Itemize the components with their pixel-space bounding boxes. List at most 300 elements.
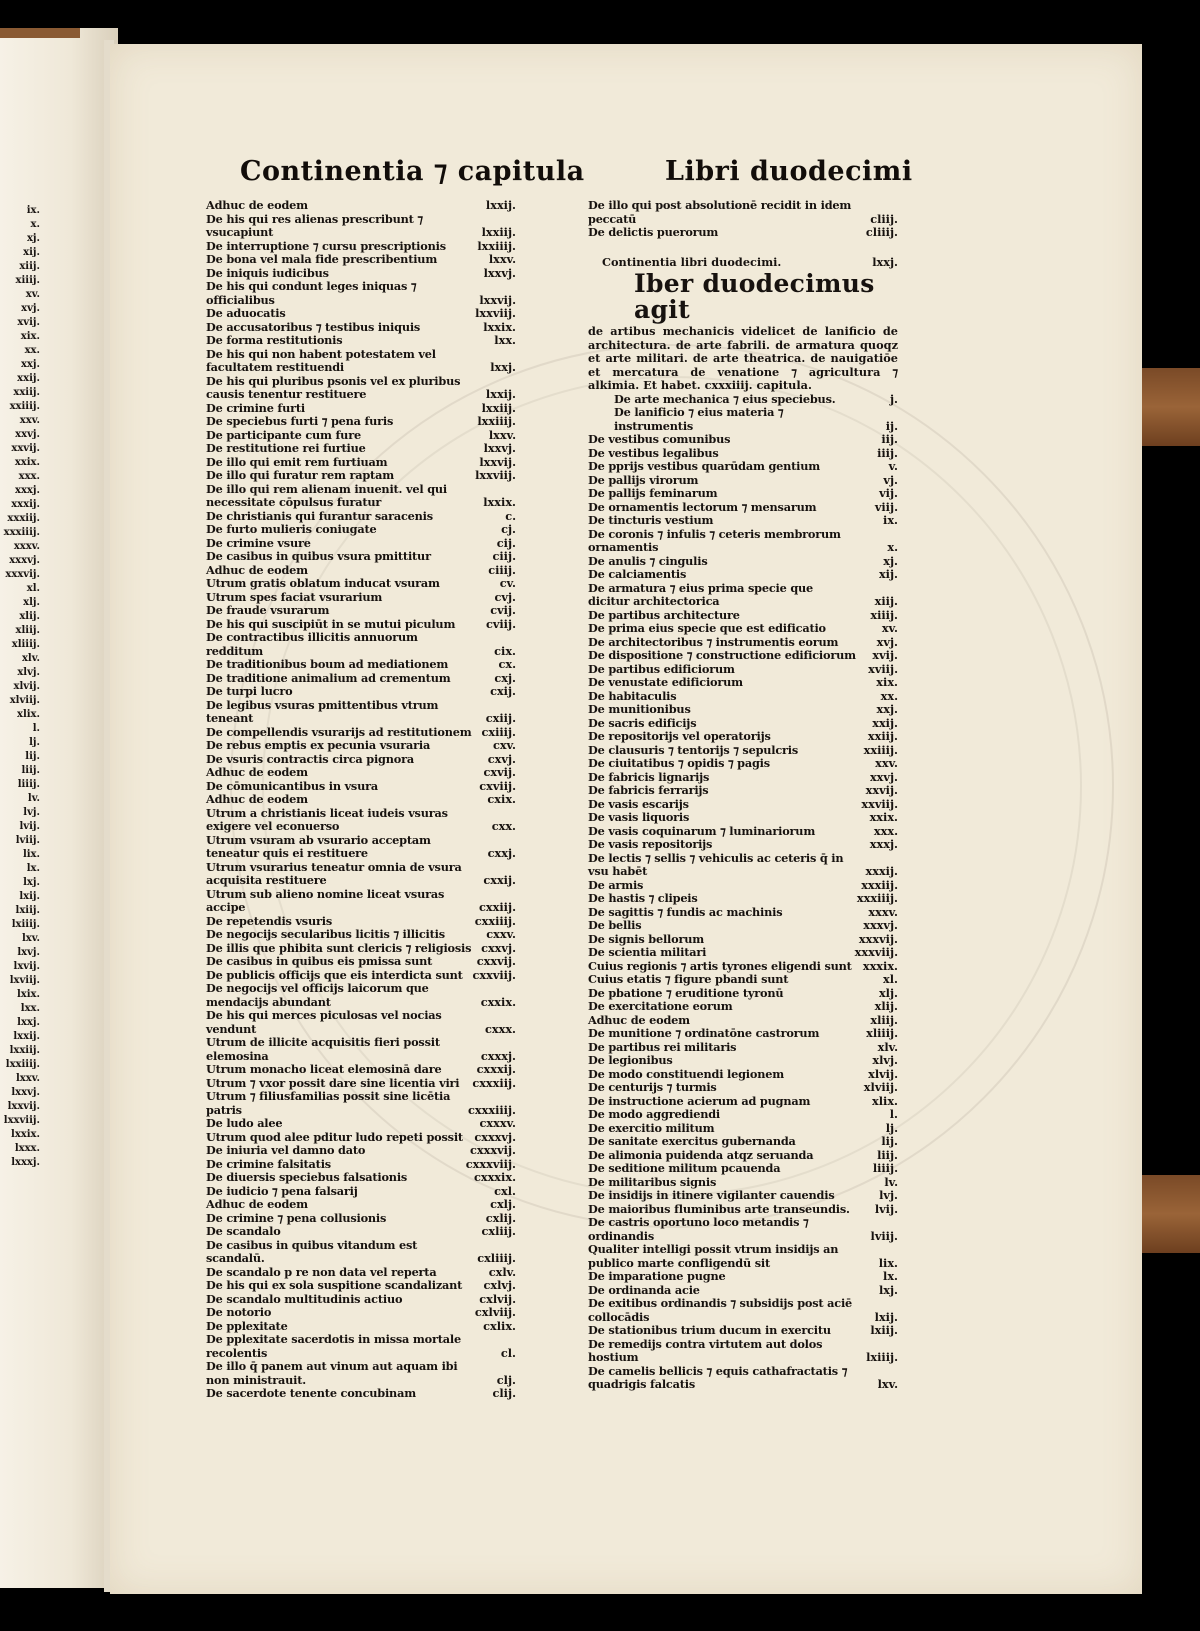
entry-title: De pplexitate [206, 1318, 288, 1333]
entry-title: De scandalo [206, 1224, 281, 1238]
index-entry [588, 393, 898, 407]
index-entry [206, 685, 516, 699]
index-entry [588, 1149, 898, 1163]
entry-number: clij. [492, 1386, 516, 1400]
index-entry [588, 1284, 898, 1298]
chapter-list [588, 393, 898, 1392]
entry-number: lxij. [874, 1309, 898, 1324]
entry-title: De dispositione ⁊ constructione edificiorum [588, 648, 856, 662]
entry-number: cl. [500, 1345, 516, 1360]
entry-title: De ciuitatibus ⁊ opidis ⁊ pagis [588, 756, 770, 770]
entry-title: De ordinanda acie [588, 1282, 700, 1297]
entry-title: De speciebus furti ⁊ pena furis [206, 414, 394, 428]
entry-number: cxl. [494, 1183, 516, 1198]
book-heading: Iber duodecimus agit [634, 269, 875, 324]
entry-title: De scandalo multitudinis actiuo [206, 1291, 403, 1306]
index-entry [206, 1036, 516, 1063]
entry-title: De fabricis ferrarijs [588, 783, 709, 797]
index-entry [588, 636, 898, 650]
entry-number: xxiij. [867, 729, 898, 743]
entry-title: Utrum ⁊ filiusfamilias possit sine licētia patris [206, 1089, 451, 1117]
index-entry [588, 568, 898, 582]
entry-title: Qualiter intelligi possit vtrum insidijs an publico marte confligendū sit [588, 1242, 839, 1270]
facing-numeral: lxxvj. [11, 1087, 40, 1098]
index-entry [206, 402, 516, 416]
entry-title: Utrum vsuram ab vsurario acceptam teneatur quis ei restituere [206, 832, 431, 860]
entry-number: lxxij. [485, 387, 516, 401]
index-entry [206, 1117, 516, 1131]
entry-title: De fabricis lignarijs [588, 769, 710, 784]
index-entry [206, 726, 516, 740]
entry-number: lij. [881, 1134, 898, 1148]
entry-number: xj. [883, 553, 898, 568]
entry-title: De crimine falsitatis [206, 1156, 331, 1171]
entry-title: De alimonia puidenda atqz seruanda [588, 1147, 814, 1162]
facing-numeral: lxiiij. [11, 919, 40, 930]
index-entry [588, 1162, 898, 1176]
entry-number: cliij. [870, 211, 898, 226]
entry-title: De his qui pluribus psonis vel ex pluribus causis tenentur restituere [206, 373, 461, 401]
entry-title: De vestibus comunibus [588, 432, 731, 446]
index-entry [206, 753, 516, 767]
entry-number: cxix. [487, 792, 516, 806]
entry-number: ij. [885, 418, 898, 433]
index-entry [206, 550, 516, 564]
entry-title: De sagittis ⁊ fundis ac machinis [588, 904, 783, 919]
index-entry [206, 1225, 516, 1239]
entry-title: De sacris edificijs [588, 715, 697, 730]
entry-title: De contractibus illicitis annuorum redditum [206, 630, 418, 658]
entry-number: lxxvij. [479, 292, 516, 307]
index-entry [588, 622, 898, 636]
index-entry [206, 672, 516, 686]
facing-numeral: xxxvij. [5, 569, 40, 580]
facing-numeral: lxij. [19, 891, 40, 902]
entry-title: De legibus vsuras pmittentibus vtrum teneant [206, 697, 439, 725]
entry-number: cxxxvij. [470, 1143, 516, 1157]
index-entry [206, 1212, 516, 1226]
facing-numeral: xxxiij. [7, 513, 40, 524]
entry-title: De vasis liquoris [588, 810, 690, 824]
facing-numeral: lxvij. [13, 961, 40, 972]
entry-title: De compellendis vsurarijs ad restitutionem [206, 724, 472, 739]
entry-number: cxxxij. [476, 1062, 516, 1076]
index-entry [588, 226, 898, 240]
entry-number: cviij. [485, 616, 516, 631]
facing-numeral: lxxiiij. [5, 1059, 40, 1070]
facing-numeral: xxxvj. [9, 555, 40, 566]
index-entry [206, 888, 516, 915]
entry-number: cxlj. [490, 1197, 516, 1211]
index-entry [206, 267, 516, 281]
index-entry [588, 703, 898, 717]
index-entry [206, 199, 516, 213]
entry-number: liiij. [872, 1161, 898, 1175]
index-entry [588, 987, 898, 1001]
entry-number: xxx. [873, 823, 898, 838]
facing-numeral: xlvj. [17, 667, 40, 678]
index-entry [206, 429, 516, 443]
entry-number: xxxij. [865, 864, 898, 878]
entry-title: De exercitio militum [588, 1120, 715, 1135]
entry-title: De crimine vsure [206, 535, 311, 550]
index-entry [588, 1176, 898, 1190]
entry-title: Utrum a christianis liceat iudeis vsuras exigere vel econuerso [206, 805, 448, 833]
entry-number: lxj. [878, 1282, 898, 1297]
entry-title: De signis bellorum [588, 931, 704, 946]
entry-number: xxv. [875, 756, 898, 770]
entry-title: De cōmunicantibus in vsura [206, 778, 378, 793]
entry-title: De instructione acierum ad pugnam [588, 1093, 811, 1108]
entry-number: cxlviij. [474, 1305, 516, 1319]
entry-title: De munitionibus [588, 702, 691, 716]
facing-numeral: lxxij. [13, 1031, 40, 1042]
index-entry [206, 1185, 516, 1199]
index-entry [588, 919, 898, 933]
index-entry [206, 1239, 516, 1266]
index-entry [206, 1009, 516, 1036]
entry-title: De partibus edificiorum [588, 661, 735, 676]
facing-numeral: xvij. [17, 317, 40, 328]
facing-numeral: xxiij. [13, 387, 40, 398]
index-entry [588, 906, 898, 920]
index-entry [588, 717, 898, 731]
entry-title: Utrum ⁊ vxor possit dare sine licentia viri [206, 1075, 460, 1090]
entry-number: lxxvj. [483, 265, 516, 280]
facing-numeral: lxvj. [17, 947, 40, 958]
entry-number: lxv. [877, 1377, 898, 1391]
entry-title: De imparatione pugne [588, 1269, 726, 1283]
index-entry [206, 658, 516, 672]
index-entry [206, 375, 516, 402]
entry-number: cxxxviij. [465, 1156, 516, 1171]
entry-number: viij. [874, 499, 898, 514]
facing-numeral: liiij. [17, 779, 40, 790]
entry-number: lxiiij. [866, 1350, 898, 1364]
entry-title: De arte mechanica ⁊ eius speciebus. [614, 391, 836, 406]
facing-numeral: xxij. [17, 373, 40, 384]
facing-numeral: lxiij. [15, 905, 40, 916]
index-entry [588, 514, 898, 528]
facing-numeral: xlviij. [9, 695, 40, 706]
entry-number: lxxj. [490, 360, 516, 374]
entry-title: Adhuc de eodem [206, 198, 308, 212]
entry-number: cxxij. [483, 873, 516, 887]
facing-numeral: x. [30, 219, 40, 230]
index-entry [206, 1333, 516, 1360]
facing-numeral: lvij. [19, 821, 40, 832]
entry-number: ix. [883, 513, 898, 527]
entry-title: De habitaculis [588, 688, 677, 703]
entry-title: De accusatoribus ⁊ testibus iniquis [206, 319, 421, 334]
entry-title: De armis [588, 877, 644, 892]
entry-title: De bellis [588, 918, 642, 932]
facing-numeral: lj. [29, 737, 40, 748]
entry-number: x. [887, 540, 898, 554]
index-entry [206, 307, 516, 321]
entry-title: De casibus in quibus vsura pmittitur [206, 549, 431, 563]
index-entry [206, 942, 516, 956]
entry-title: De turpi lucro [206, 684, 293, 698]
entry-number: cxxxix. [473, 1170, 516, 1184]
book-intro-text: de artibus mechanicis videlicet de lanificio de architectura. de arte fabrili. de armatura quoqz et arte militari. de arte theatrica. de nauigatiōe et mercatura de venatione ⁊ agricultura ⁊ alkimia. Et habet. cxxxiiij. capitula. [588, 324, 898, 392]
index-entry [588, 555, 898, 569]
entry-number: xxxv. [868, 904, 898, 919]
facing-numeral: xxxiiij. [3, 527, 40, 538]
entry-number: lxxv. [488, 252, 516, 266]
entry-title: De scandalo p re non data vel reperta [206, 1264, 437, 1279]
entry-title: De insidijs in itinere vigilanter cauendis [588, 1188, 835, 1202]
continentia-line [588, 256, 898, 270]
entry-title: De crimine ⁊ pena collusionis [206, 1210, 387, 1225]
index-entry [206, 928, 516, 942]
facing-numeral: xxvij. [11, 443, 40, 454]
entry-number: xxxvj. [863, 918, 898, 932]
entry-title: Cuius regionis ⁊ artis tyrones eligendi sunt [588, 958, 852, 973]
entry-number: lj. [885, 1120, 898, 1135]
index-entry [206, 1063, 516, 1077]
facing-numeral: xvj. [21, 303, 40, 314]
entry-title: De calciamentis [588, 567, 687, 581]
facing-numeral: lix. [22, 849, 40, 860]
entry-title: De illo qui furatur rem raptam [206, 468, 394, 482]
entry-number: lxxiij. [481, 225, 516, 239]
facing-numeral: lxj. [23, 877, 40, 888]
index-entry [588, 1122, 898, 1136]
entry-number: cxviij. [479, 778, 516, 793]
index-entry [206, 1360, 516, 1387]
index-continuation [588, 199, 898, 240]
facing-numeral: lxv. [21, 933, 40, 944]
entry-title: De anulis ⁊ cingulis [588, 553, 708, 568]
entry-number: lxxviij. [475, 468, 516, 482]
entry-number: lxiij. [870, 1323, 898, 1337]
entry-number: cxlv. [488, 1264, 516, 1279]
entry-title: De armatura ⁊ eius prima specie que dicitur architectorica [588, 580, 814, 608]
index-entry [588, 1095, 898, 1109]
index-entry [588, 676, 898, 690]
entry-number: cij. [496, 535, 516, 550]
index-entry [588, 433, 898, 447]
entry-number: cxxx. [484, 1021, 516, 1036]
facing-numeral: xxvj. [15, 429, 40, 440]
index-entry [588, 1000, 898, 1014]
facing-numeral: lxxx. [14, 1143, 40, 1154]
entry-number: lix. [878, 1255, 898, 1270]
index-entry [206, 861, 516, 888]
entry-title: De his qui suscipiūt in se mutui piculum [206, 616, 456, 631]
index-entry [588, 946, 898, 960]
entry-title: De ludo alee [206, 1116, 283, 1130]
facing-numeral: xx. [24, 345, 40, 356]
index-entry [588, 1216, 898, 1243]
leather-strap [1138, 368, 1200, 446]
entry-number: lv. [884, 1174, 898, 1189]
index-entry [588, 460, 898, 474]
facing-numeral: xxxij. [11, 499, 40, 510]
entry-title: De vasis coquinarum ⁊ luminariorum [588, 823, 816, 838]
entry-title: De militaribus signis [588, 1174, 717, 1189]
index-entry [588, 960, 898, 974]
entry-number: v. [888, 459, 898, 473]
entry-number: cxx. [491, 819, 516, 833]
entry-title: De furto mulieris coniugate [206, 522, 377, 536]
index-entry [588, 1108, 898, 1122]
entry-number: cxxxv. [479, 1116, 516, 1130]
entry-title: De legionibus [588, 1053, 673, 1067]
facing-numeral: xv. [25, 289, 40, 300]
facing-numeral: ix. [26, 205, 40, 216]
index-entry [206, 766, 516, 780]
entry-number: lxx. [494, 333, 516, 347]
facing-numeral: xxxj. [15, 485, 40, 496]
entry-number: cvij. [490, 603, 516, 617]
facing-numeral: lxxix. [11, 1129, 40, 1140]
index-entry [588, 879, 898, 893]
facing-numeral: xlvij. [13, 681, 40, 692]
entry-number: vij. [879, 486, 898, 500]
entry-number: xxviij. [861, 796, 898, 811]
entry-number: c. [505, 508, 516, 523]
entry-number: xxvij. [865, 783, 898, 797]
entry-title: Utrum sub alieno nomine liceat vsuras accipe [206, 886, 445, 914]
entry-number: lxxij. [485, 198, 516, 212]
entry-title: Utrum vsurarius teneatur omnia de vsura acquisita restituere [206, 859, 462, 887]
entry-number: cxxxiiij. [468, 1102, 516, 1117]
entry-number: xxxvij. [858, 931, 898, 946]
entry-title: De venustate edificiorum [588, 675, 743, 689]
index-entry [588, 1068, 898, 1082]
entry-number: xlix. [872, 1093, 898, 1108]
entry-title: De castris oportuno loco metandis ⁊ ordinandis [588, 1215, 809, 1243]
facing-numeral: xxix. [14, 457, 40, 468]
index-entry [588, 690, 898, 704]
index-column-left [206, 199, 516, 1401]
entry-title: De illo qui emit rem furtiuam [206, 454, 388, 469]
entry-title: De iudicio ⁊ pena falsarij [206, 1183, 358, 1198]
entry-number: xvj. [876, 634, 898, 649]
facing-numeral: xj. [26, 233, 40, 244]
entry-number: cxliij. [481, 1224, 516, 1238]
entry-number: xliiij. [866, 1026, 898, 1040]
entry-title: De bona vel mala fide prescribentium [206, 252, 438, 266]
entry-title: De his qui condunt leges iniquas ⁊ officialibus [206, 279, 417, 307]
entry-number: cxxvij. [476, 954, 516, 968]
entry-title: De pprijs vestibus quarūdam gentium [588, 459, 821, 473]
facing-numeral: lvj. [23, 807, 40, 818]
index-entry [588, 199, 898, 226]
facing-numeral: lxix. [16, 989, 40, 1000]
index-entry [588, 474, 898, 488]
index-entry [206, 1293, 516, 1307]
index-entry [206, 456, 516, 470]
index-entry [588, 730, 898, 744]
entry-number: xxxiiij. [856, 891, 898, 905]
entry-number: xv. [881, 621, 898, 635]
index-entry [206, 510, 516, 524]
index-entry [206, 1171, 516, 1185]
entry-title: De maioribus fluminibus arte transeundis. [588, 1201, 850, 1216]
index-entry [206, 213, 516, 240]
index-entry [206, 321, 516, 335]
index-entry [206, 699, 516, 726]
entry-title: De illo qui post absolutionē recidit in idem peccatū [588, 198, 852, 226]
entry-number: clj. [496, 1372, 516, 1387]
facing-numeral: lxxxj. [11, 1157, 40, 1168]
facing-page-left [0, 28, 118, 1588]
entry-number: xxxiij. [861, 877, 898, 892]
entry-number: cxiij. [485, 711, 516, 725]
index-entry [206, 915, 516, 929]
index-entry [588, 825, 898, 839]
facing-numeral: xl. [26, 583, 40, 594]
index-entry [588, 838, 898, 852]
entry-number: lxxix. [483, 319, 516, 334]
entry-title: De sanitate exercitus gubernanda [588, 1134, 796, 1148]
index-entry [588, 798, 898, 812]
entry-number: cx. [498, 657, 516, 671]
index-entry [588, 1338, 898, 1365]
entry-number: lx. [883, 1269, 898, 1283]
facing-numeral: xxx. [18, 471, 40, 482]
entry-number: xlv. [877, 1039, 898, 1054]
index-entry [588, 933, 898, 947]
entry-title: De casibus in quibus eis pmissa sunt [206, 954, 433, 968]
index-entry [206, 631, 516, 658]
index-entry [588, 582, 898, 609]
index-entry [588, 1297, 898, 1324]
index-entry [206, 348, 516, 375]
index-entry [206, 240, 516, 254]
entry-number: lxxiiij. [477, 414, 516, 428]
entry-title: De aduocatis [206, 306, 286, 320]
index-entry [588, 784, 898, 798]
facing-numeral: xiiij. [15, 275, 40, 286]
index-entry [206, 564, 516, 578]
entry-number: xxix. [869, 810, 898, 824]
entry-number: cxxxvj. [474, 1129, 516, 1144]
entry-title: De architectoribus ⁊ instrumentis eorum [588, 634, 839, 649]
entry-number: xiij. [874, 594, 898, 608]
entry-title: De pallijs virorum [588, 472, 699, 487]
index-entry [588, 1135, 898, 1149]
facing-numeral: lxxj. [17, 1017, 40, 1028]
index-entry [206, 591, 516, 605]
entry-title: Utrum monacho liceat elemosinā dare [206, 1062, 442, 1076]
entry-number: cxxviij. [472, 967, 516, 982]
entry-title: De lectis ⁊ sellis ⁊ vehiculis ac ceteris q̄ in vsu habēt [588, 850, 844, 878]
entry-number: cliiij. [865, 225, 898, 239]
facing-numeral: lviij. [15, 835, 40, 846]
index-entry [206, 1306, 516, 1320]
facing-numeral: lxxv. [15, 1073, 40, 1084]
entry-number: cxj. [494, 670, 516, 685]
entry-title: De restitutione rei furtiue [206, 441, 366, 455]
index-entry [206, 1131, 516, 1145]
entry-title: De casibus in quibus vitandum est scandalū. [206, 1237, 418, 1265]
entry-number: lvij. [874, 1201, 898, 1216]
entry-title: De interruptione ⁊ cursu prescriptionis [206, 238, 446, 253]
entry-title: De exercitatione eorum [588, 999, 733, 1013]
facing-numeral: xliij. [15, 625, 40, 636]
entry-title: De participante cum fure [206, 427, 361, 442]
entry-title: De ornamentis lectorum ⁊ mensarum [588, 499, 817, 514]
entry-number: cxxxiij. [472, 1075, 516, 1090]
facing-numeral: xliiij. [11, 639, 40, 650]
entry-title: De partibus architecture [588, 607, 740, 622]
index-entry [206, 739, 516, 753]
index-entry [588, 447, 898, 461]
